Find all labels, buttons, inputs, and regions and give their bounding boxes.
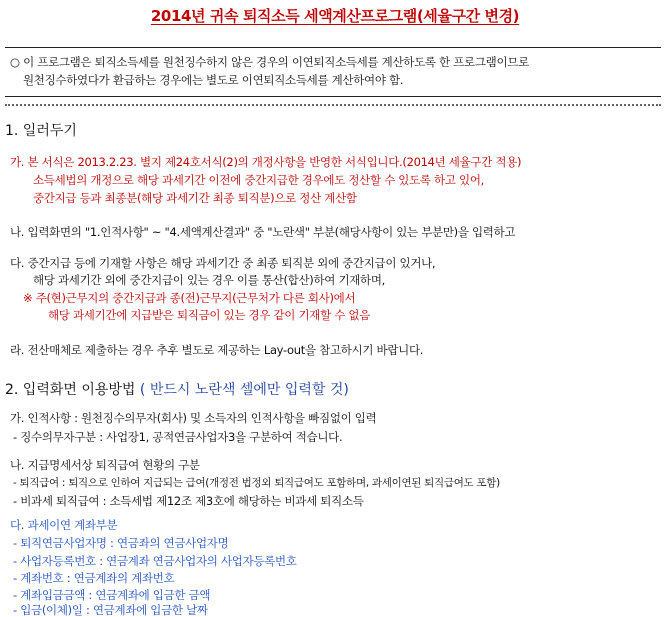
dotted-divider [5,104,661,106]
s1-da-line-2: 해당 과세기간 외에 중간지급이 있는 경우 이를 통산(합산)하여 기재하며, [33,273,386,287]
section1-heading: 1. 일러두기 [5,123,77,139]
document-title: 2014년 귀속 퇴직소득 세액계산프로그램(세율구간 변경) [150,7,520,25]
s2-ga-line: 가. 인적사항 : 원천징수의무자(회사) 및 소득자의 인적사항을 빠짐없이 입력 [10,411,377,425]
s1-ra-line: 라. 전산매체로 제출하는 경우 추후 별도로 제공하는 Lay-out을 참고하시기 바랍니다. [10,343,424,357]
s1-da-note-2: 해당 과세기간에 지급받은 퇴직금이 있는 경우 같이 기재할 수 없음 [48,308,371,322]
s2-da-line: 다. 과세이연 계좌부분 [10,518,118,532]
notice-line-2: 원천징수하였다가 환급하는 경우에는 별도로 이연퇴직소득세를 계산하여야 함. [23,73,404,87]
section2-heading-text: 2. 입력화면 이용방법 [5,382,136,398]
section2-heading [5,381,349,399]
s1-ga-line-3: 중간지급 등과 최종분(해당 과세기간 최종 퇴직분)으로 정산 계산함 [33,191,357,205]
s1-ga-line-2: 소득세법의 개정으로 해당 과세기간 이전에 중간지급한 경우에도 정산할 수 있도록 하고 있어, [33,173,485,187]
notice-line-1: ○ 이 프로그램은 퇴직소득세를 원천징수하지 않은 경우의 이연퇴직소득세를 계산하도록 한 프로그램이므로 [10,55,529,69]
s1-da-line-1: 다. 중간지급 등에 기재할 사항은 해당 과세기간 중 최종 퇴직분 외에 중간지급이 있거나, [10,256,436,270]
s2-da-item-5: - 입금(이체)일 : 연금계좌에 입금한 날짜 [13,603,208,617]
s2-da-item-2: - 사업자등록번호 : 연금계좌 연금사업자의 사업자등록번호 [13,554,297,568]
s1-na-line: 나. 입력화면의 "1.인적사항" ~ "4.세액계산결과" 중 "노란색" 부분(해당사항이 있는 부분만)을 입력하고 [10,225,516,239]
s2-ga-sub: - 징수의무자구분 : 사업장1, 공적연금사업자3을 구분하여 적습니다. [13,430,343,444]
s1-da-note-1: ※ 주(현)근무지의 중간지급과 종(전)근무지(근무처가 다른 회사)에서 [23,291,356,305]
s2-na-sub-1: - 퇴직급여 : 퇴직으로 인하여 지급되는 급여(개정전 법정외 퇴직급여도 포함하며, 과세이연된 퇴직급여도 포함) [13,477,500,489]
s2-na-sub-2: - 비과세 퇴직급여 : 소득세법 제12조 제3호에 해당하는 비과세 퇴직소득 [13,494,364,508]
s2-da-item-4: - 계좌입금금액 : 연금계좌에 입금한 금액 [13,588,211,602]
section2-highlight: ( 반드시 노란색 셀에만 입력할 것) [139,382,349,398]
s2-na-line: 나. 지급명세서상 퇴직급여 현황의 구분 [10,458,200,472]
s2-da-item-1: - 퇴직연금사업자명 : 연금좌의 연금사업자명 [13,536,229,550]
s2-da-item-3: - 계좌번호 : 연금계좌의 계좌번호 [13,571,175,585]
s1-ga-line-1: 가. 본 서식은 2013.2.23. 별지 제24호서식(2)의 개정사항을 반영한 서식입니다.(2014년 세율구간 적용) [10,155,522,169]
